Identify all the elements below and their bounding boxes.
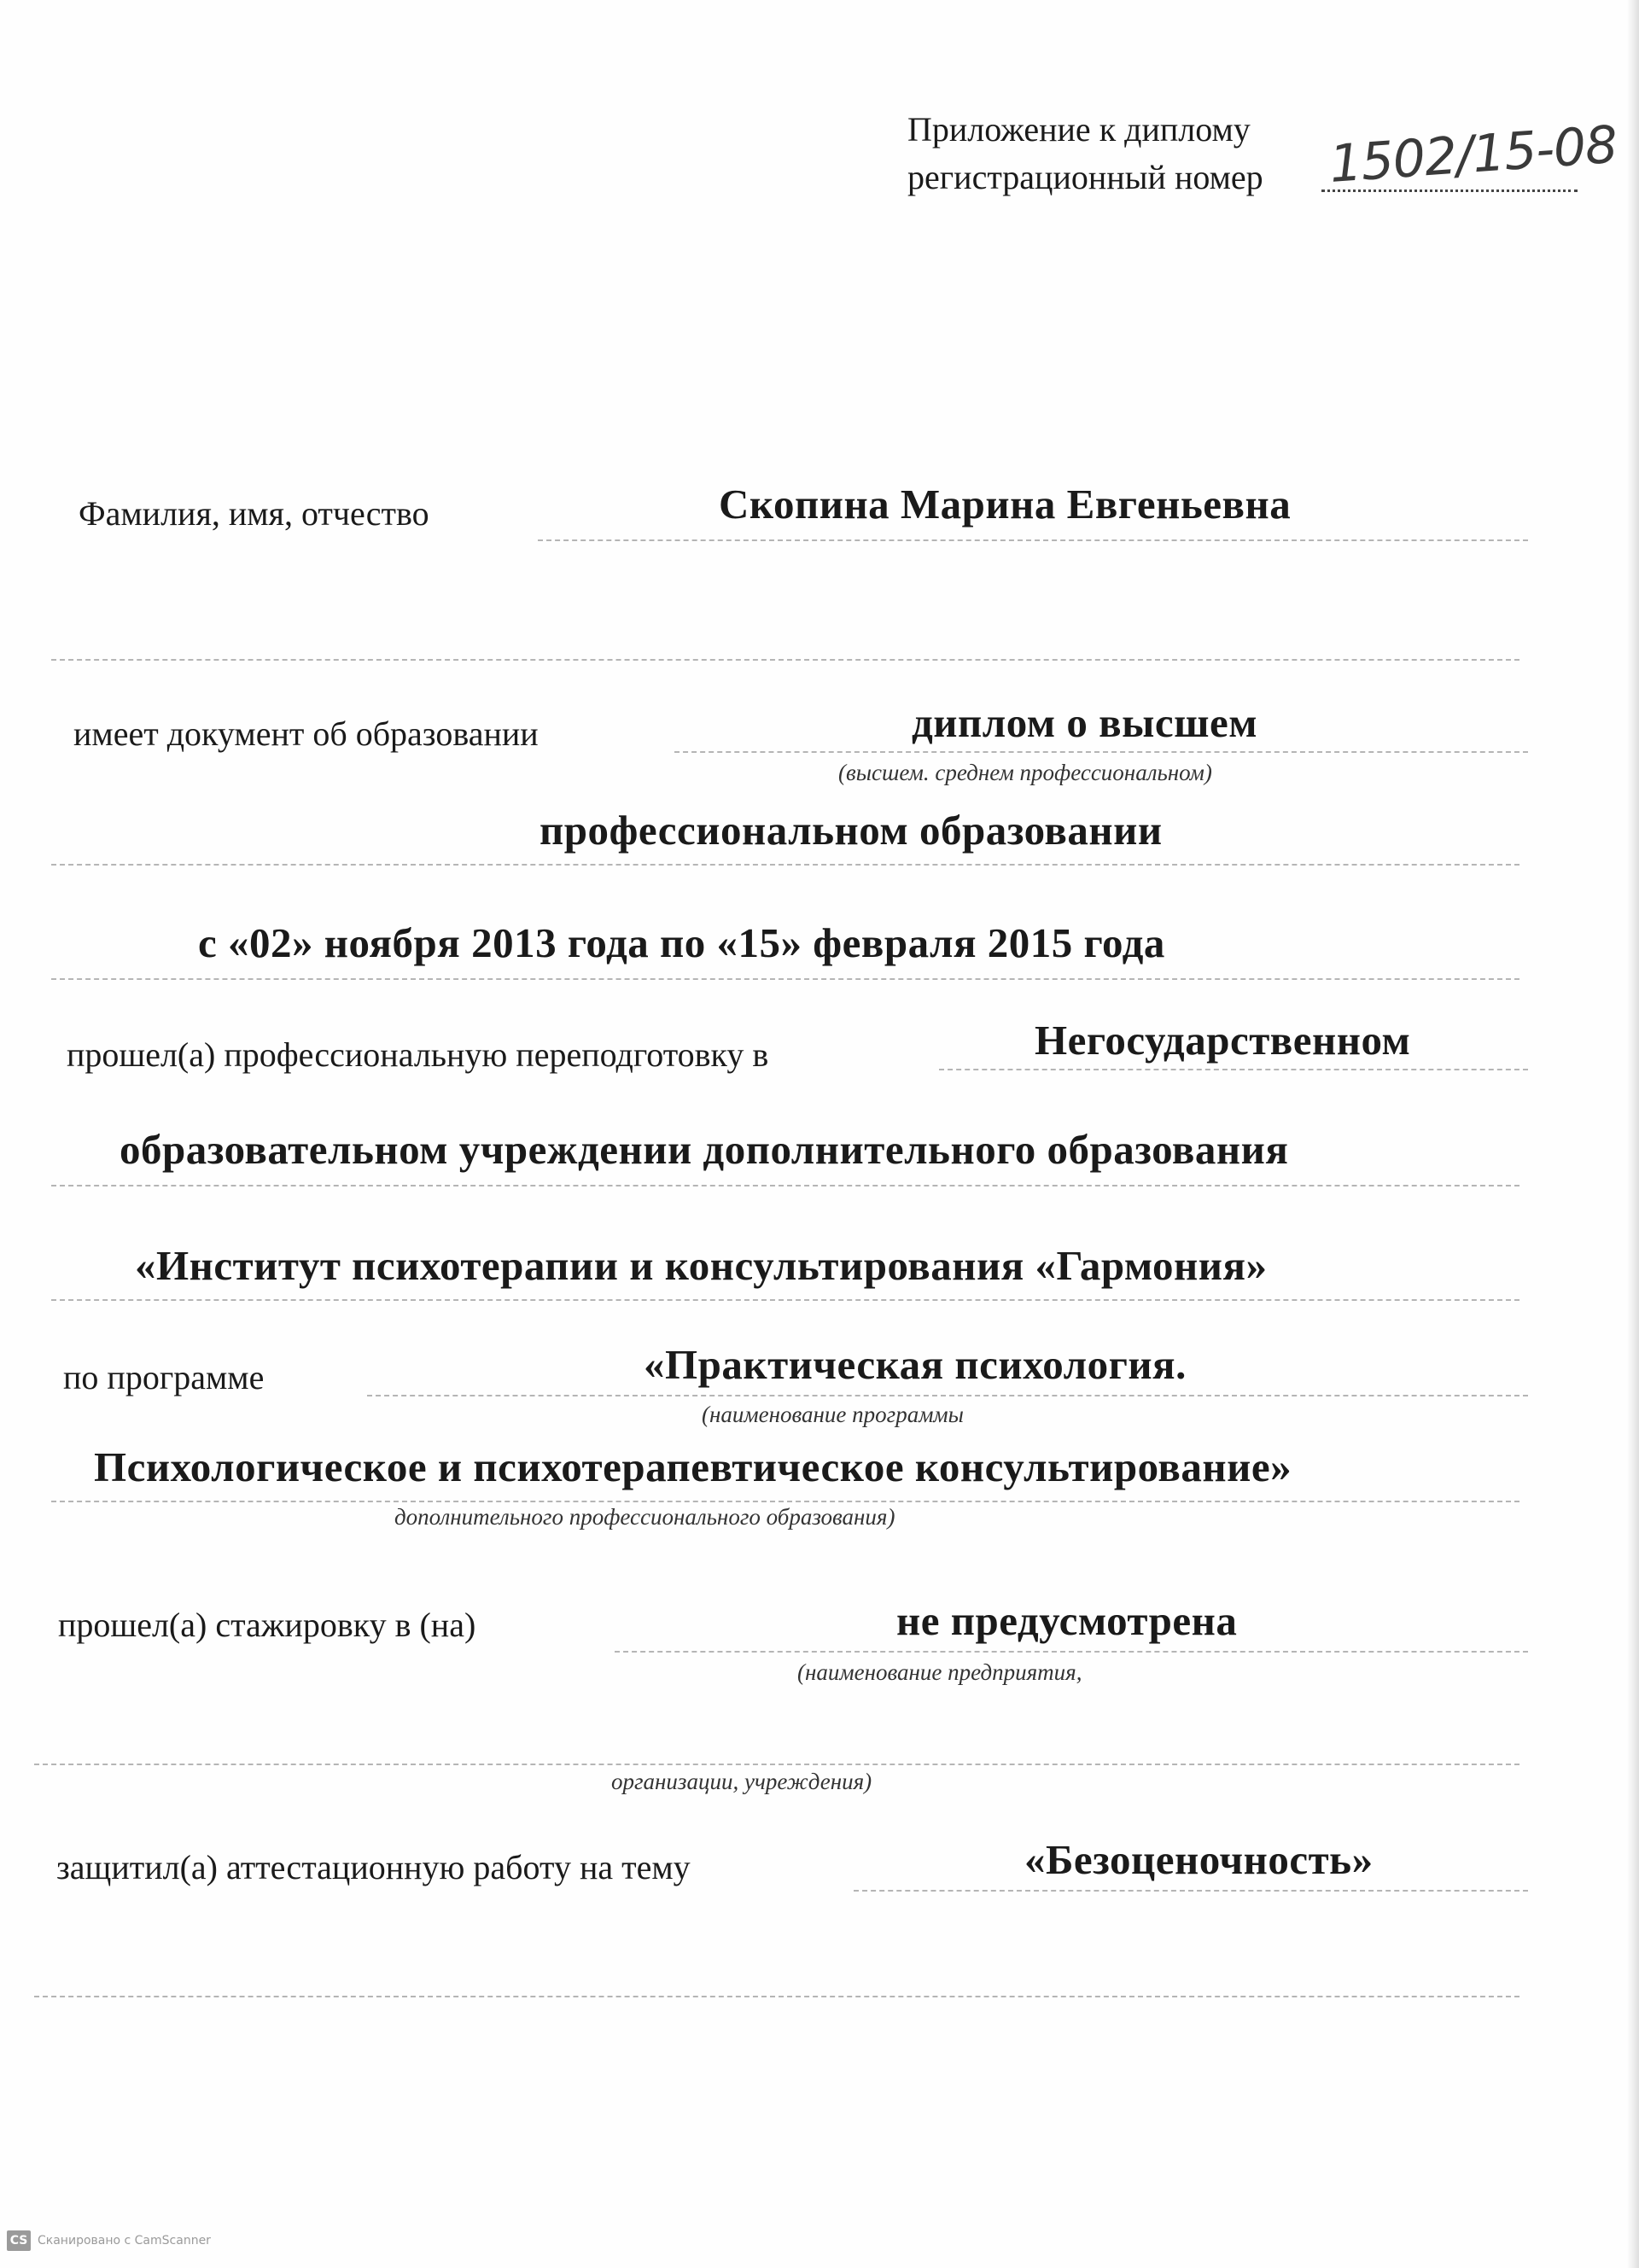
doc-label: имеет документ об образовании xyxy=(73,714,539,753)
internship-caption-1: (наименование предприятия, xyxy=(797,1659,1082,1685)
fio-label: Фамилия, имя, отчество xyxy=(79,494,429,533)
institution-line1: Негосударственном xyxy=(1035,1017,1411,1064)
institution-rule-3 xyxy=(51,1299,1519,1301)
thesis-rule-2 xyxy=(34,1996,1519,1997)
program-rule-2 xyxy=(51,1501,1519,1502)
scanner-watermark xyxy=(7,2229,211,2253)
program-caption-2: дополнительного профессионального образования) xyxy=(394,1504,895,1530)
doc-rule-2 xyxy=(51,864,1519,866)
appendix-title: Приложение к диплому xyxy=(907,110,1251,149)
internship-value: не предусмотрена xyxy=(896,1597,1238,1644)
internship-rule xyxy=(615,1651,1528,1653)
institution-line2: образовательном учреждении дополнительного образования xyxy=(120,1126,1289,1173)
fio-rule-2 xyxy=(51,659,1519,661)
doc-value-line1: диплом о высшем xyxy=(912,699,1258,746)
retraining-rule xyxy=(939,1069,1528,1070)
study-dates: с «02» ноября 2013 года по «15» февраля 2015 года xyxy=(198,919,1165,966)
program-line2: Психологическое и психотерапевтическое консультирование» xyxy=(94,1443,1292,1490)
doc-value-line2: профессиональном образовании xyxy=(540,807,1163,854)
thesis-value: «Безоценочность» xyxy=(1024,1836,1374,1883)
camscanner-logo-icon: CS xyxy=(7,2230,31,2251)
internship-caption-2: организации, учреждения) xyxy=(611,1769,872,1794)
institution-line3: «Институт психотерапии и консультирования «Гармония» xyxy=(135,1242,1268,1289)
scanner-text: Сканировано с CamScanner xyxy=(38,2234,211,2248)
program-label: по программе xyxy=(63,1358,265,1396)
internship-label: прошел(а) стажировку в (на) xyxy=(58,1606,476,1644)
institution-rule-2 xyxy=(51,1185,1519,1186)
reg-number-handwritten: 1502/15-08 xyxy=(1327,114,1619,195)
program-line1: «Практическая психология. xyxy=(644,1341,1187,1388)
retraining-label: прошел(а) профессиональную переподготовку в xyxy=(67,1035,769,1074)
thesis-rule xyxy=(854,1890,1528,1892)
doc-caption: (высшем. среднем профессиональном) xyxy=(838,760,1212,785)
program-caption-1: (наименование программы xyxy=(702,1402,964,1427)
reg-number-label: регистрационный номер xyxy=(907,158,1263,196)
program-rule xyxy=(367,1395,1528,1396)
scan-edge-shadow xyxy=(1627,0,1639,2268)
fio-value: Скопина Марина Евгеньевна xyxy=(719,481,1292,528)
dates-rule xyxy=(51,978,1519,980)
thesis-label: защитил(а) аттестационную работу на тему xyxy=(56,1848,691,1886)
doc-rule xyxy=(674,751,1528,753)
fio-rule xyxy=(538,539,1528,541)
internship-rule-2 xyxy=(34,1764,1519,1765)
